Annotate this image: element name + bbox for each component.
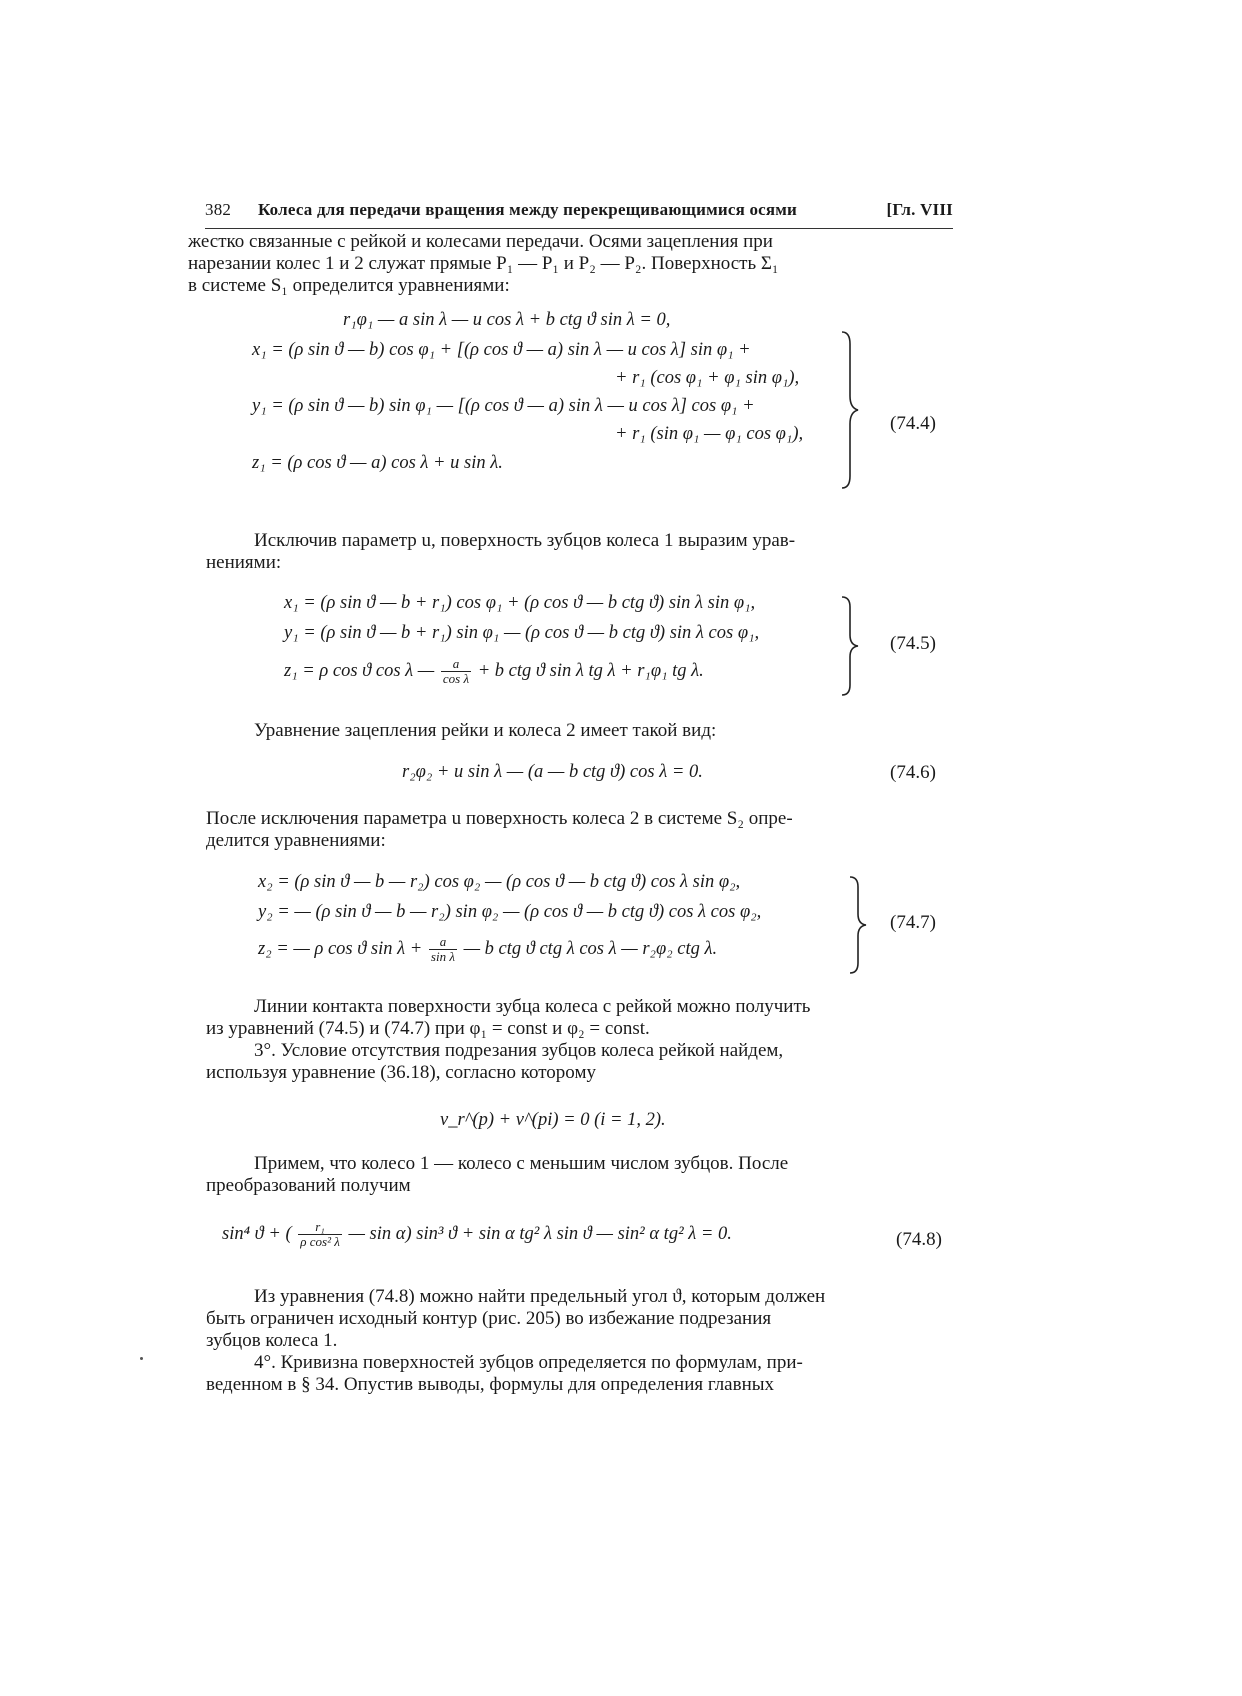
eq-74-4-line-4: y₁ = (ρ sin ϑ — b) sin φ₁ — [(ρ cos ϑ — a) sin λ — u cos λ] cos φ₁ + xyxy=(252,396,755,416)
eq-74-7-line-1: x₂ = (ρ sin ϑ — b — r₂) cos φ₂ — (ρ cos ϑ — b ctg ϑ) cos λ sin φ₂, xyxy=(258,872,741,892)
eq-74-5-fraction xyxy=(441,657,471,686)
eq-number-74-5: (74.5) xyxy=(890,633,936,654)
para-mesh-line-1: Уравнение зацепления рейки и колеса 2 имеет такой вид: xyxy=(254,720,717,741)
eq-74-7-frac-den: sin λ xyxy=(430,949,455,964)
eq-74-8-frac-num: r₁ xyxy=(298,1220,342,1235)
eq-74-7-frac-num: a xyxy=(429,935,457,950)
para-limit-line-2: быть ограничен исходный контур (рис. 205) во избежание подрезания xyxy=(206,1308,772,1329)
eq-number-74-4: (74.4) xyxy=(890,413,936,434)
para-4-line-2: веденном в § 34. Опустив выводы, формулы для определения главных xyxy=(206,1374,775,1395)
eq-74-7-line-3-part-a: z₂ = — ρ cos ϑ sin λ + xyxy=(258,938,423,959)
eq-74-4-line-2: x₁ = (ρ sin ϑ — b) cos φ₁ + [(ρ cos ϑ — a) sin λ — u cos λ] sin φ₁ + xyxy=(252,340,751,360)
para-assume-line-2: преобразований получим xyxy=(206,1175,411,1196)
eq-74-5-line-3-part-a: z₁ = ρ cos ϑ cos λ — xyxy=(284,660,435,681)
right-brace-74-4 xyxy=(838,330,864,490)
eq-74-8-frac-den: ρ cos² λ xyxy=(300,1234,340,1249)
para-exclude-u-line-2: нениями: xyxy=(206,552,282,573)
eq-74-5-frac-den: cos λ xyxy=(442,671,470,686)
para-3-line-1: 3°. Условие отсутствия подрезания зубцов колеса рейкой найдем, xyxy=(254,1040,784,1061)
eq-74-5-line-1: x₁ = (ρ sin ϑ — b + r₁) cos φ₁ + (ρ cos ϑ — b ctg ϑ) sin λ sin φ₁, xyxy=(284,593,756,613)
eq-74-4-line-6: z₁ = (ρ cos ϑ — a) cos λ + u sin λ. xyxy=(252,453,503,473)
eq-number-74-8: (74.8) xyxy=(896,1229,942,1250)
intro-line-3: в системе S₁ определится уравнениями: xyxy=(188,275,510,296)
eq-74-8-part-a: sin⁴ ϑ + ( xyxy=(222,1223,292,1244)
eq-74-4-line-5: + r₁ (sin φ₁ — φ₁ cos φ₁), xyxy=(615,424,804,444)
eq-74-8-fraction xyxy=(298,1220,342,1249)
eq-74-8-part-b: — sin α) sin³ ϑ + sin α tg² λ sin ϑ — sin² α tg² λ = 0. xyxy=(348,1223,732,1244)
eq-74-7-line-3 xyxy=(258,935,717,964)
eq-number-74-7: (74.7) xyxy=(890,912,936,933)
scan-speck xyxy=(140,1357,143,1360)
right-brace-74-5 xyxy=(838,595,864,697)
eq-74-5-frac-num: a xyxy=(441,657,471,672)
eq-74-8-line xyxy=(222,1220,732,1249)
eq-74-5-line-3 xyxy=(284,657,704,686)
para-exclude-u-line-1: Исключив параметр u, поверхность зубцов колеса 1 выразим урав- xyxy=(254,530,796,551)
para-limit-line-3: зубцов колеса 1. xyxy=(206,1330,338,1351)
header-rule xyxy=(205,228,953,229)
para-contact-line-1: Линии контакта поверхности зубца колеса с рейкой можно получить xyxy=(254,996,811,1017)
para-limit-line-1: Из уравнения (74.8) можно найти предельный угол ϑ, которым должен xyxy=(254,1286,826,1307)
eq-74-5-line-3-part-b: + b ctg ϑ sin λ tg λ + r₁φ₁ tg λ. xyxy=(477,660,704,681)
para-3-line-2: используя уравнение (36.18), согласно которому xyxy=(206,1062,596,1083)
eq-74-7-line-2: y₂ = — (ρ sin ϑ — b — r₂) sin φ₂ — (ρ cos ϑ — b ctg ϑ) cos λ cos φ₂, xyxy=(258,902,762,922)
eq-74-7-fraction xyxy=(429,935,457,964)
para-contact-line-2: из уравнений (74.5) и (74.7) при φ₁ = const и φ₂ = const. xyxy=(206,1018,650,1039)
running-title: Колеса для передачи вращения между перекрещивающимися осями xyxy=(258,200,798,219)
para-after-line-1: После исключения параметра u поверхность колеса 2 в системе S₂ опре- xyxy=(206,808,793,829)
intro-line-2: нарезании колес 1 и 2 служат прямые P₁ — P₁ и P₂ — P₂. Поверхность Σ₁ xyxy=(188,253,779,274)
para-4-line-1: 4°. Кривизна поверхностей зубцов определяется по формулам, при- xyxy=(254,1352,803,1373)
running-header xyxy=(205,200,953,226)
page-number: 382 xyxy=(205,200,232,219)
eq-74-4-line-3: + r₁ (cos φ₁ + φ₁ sin φ₁), xyxy=(615,368,800,388)
eq-74-4-line-1: r₁φ₁ — a sin λ — u cos λ + b ctg ϑ sin λ = 0, xyxy=(343,310,671,330)
intro-line-1: жестко связанные с рейкой и колесами передачи. Осями зацепления при xyxy=(188,231,773,252)
para-after-line-2: делится уравнениями: xyxy=(206,830,386,851)
eq-74-7-line-3-part-b: — b ctg ϑ ctg λ cos λ — r₂φ₂ ctg λ. xyxy=(463,938,718,959)
para-assume-line-1: Примем, что колесо 1 — колесо с меньшим числом зубцов. После xyxy=(254,1153,789,1174)
eq-74-5-line-2: y₁ = (ρ sin ϑ — b + r₁) sin φ₁ — (ρ cos ϑ — b ctg ϑ) sin λ cos φ₁, xyxy=(284,623,760,643)
eq-number-74-6: (74.6) xyxy=(890,762,936,783)
eq-condition: v_r^(p) + v^(pi) = 0 (i = 1, 2). xyxy=(440,1110,666,1130)
right-brace-74-7 xyxy=(846,875,872,975)
chapter-label: [Гл. VIII xyxy=(886,200,953,219)
eq-74-6-line-1: r₂φ₂ + u sin λ — (a — b ctg ϑ) cos λ = 0. xyxy=(402,762,703,782)
